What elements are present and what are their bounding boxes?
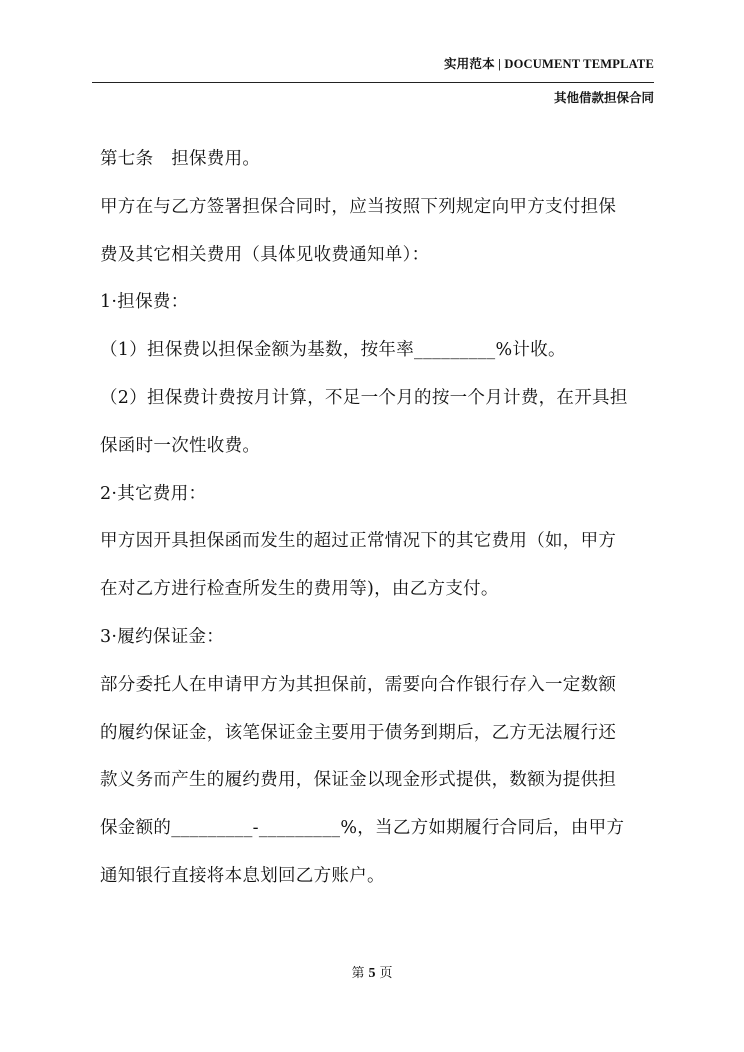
document-body: [100, 140, 656, 905]
body-line: 3·履约保证金：: [100, 626, 225, 647]
body-line: 甲方在与乙方签署担保合同时，应当按照下列规定向甲方支付担保: [100, 196, 617, 217]
page-suffix: 页: [379, 966, 393, 981]
body-line: 费及其它相关费用（具体见收费通知单）：: [100, 244, 430, 265]
body-line: （1）担保费以担保金额为基数，按年率_________%计收。: [100, 340, 566, 361]
body-line: 1·担保费：: [100, 292, 189, 313]
header-divider: [92, 82, 654, 83]
body-line: 通知银行直接将本息划回乙方账户。: [100, 865, 385, 886]
body-line: 款义务而产生的履约费用，保证金以现金形式提供，数额为提供担: [100, 770, 617, 791]
page-footer: [0, 962, 744, 982]
body-line: 在对乙方进行检查所发生的费用等)，由乙方支付。: [100, 579, 499, 600]
header-document-title: 其他借款担保合同: [553, 90, 654, 105]
body-line: （2）担保费计费按月计算，不足一个月的按一个月计费，在开具担: [100, 387, 628, 408]
body-line: 2·其它费用：: [100, 483, 207, 504]
header-template-label: 实用范本 | DOCUMENT TEMPLATE: [443, 57, 654, 71]
body-line: 的履约保证金，该笔保证金主要用于债务到期后，乙方无法履行还: [100, 722, 617, 743]
body-line: 保金额的_________-_________%，当乙方如期履行合同后，由甲方: [100, 818, 625, 839]
body-line: 第七条 担保费用。: [100, 149, 261, 169]
page-number: 5: [368, 966, 376, 981]
body-line: 甲方因开具担保函而发生的超过正常情况下的其它费用（如，甲方: [100, 531, 617, 552]
body-line: 部分委托人在申请甲方为其担保前，需要向合作银行存入一定数额: [100, 674, 617, 695]
page-prefix: 第: [351, 966, 365, 981]
body-line: 保函时一次性收费。: [100, 435, 261, 456]
